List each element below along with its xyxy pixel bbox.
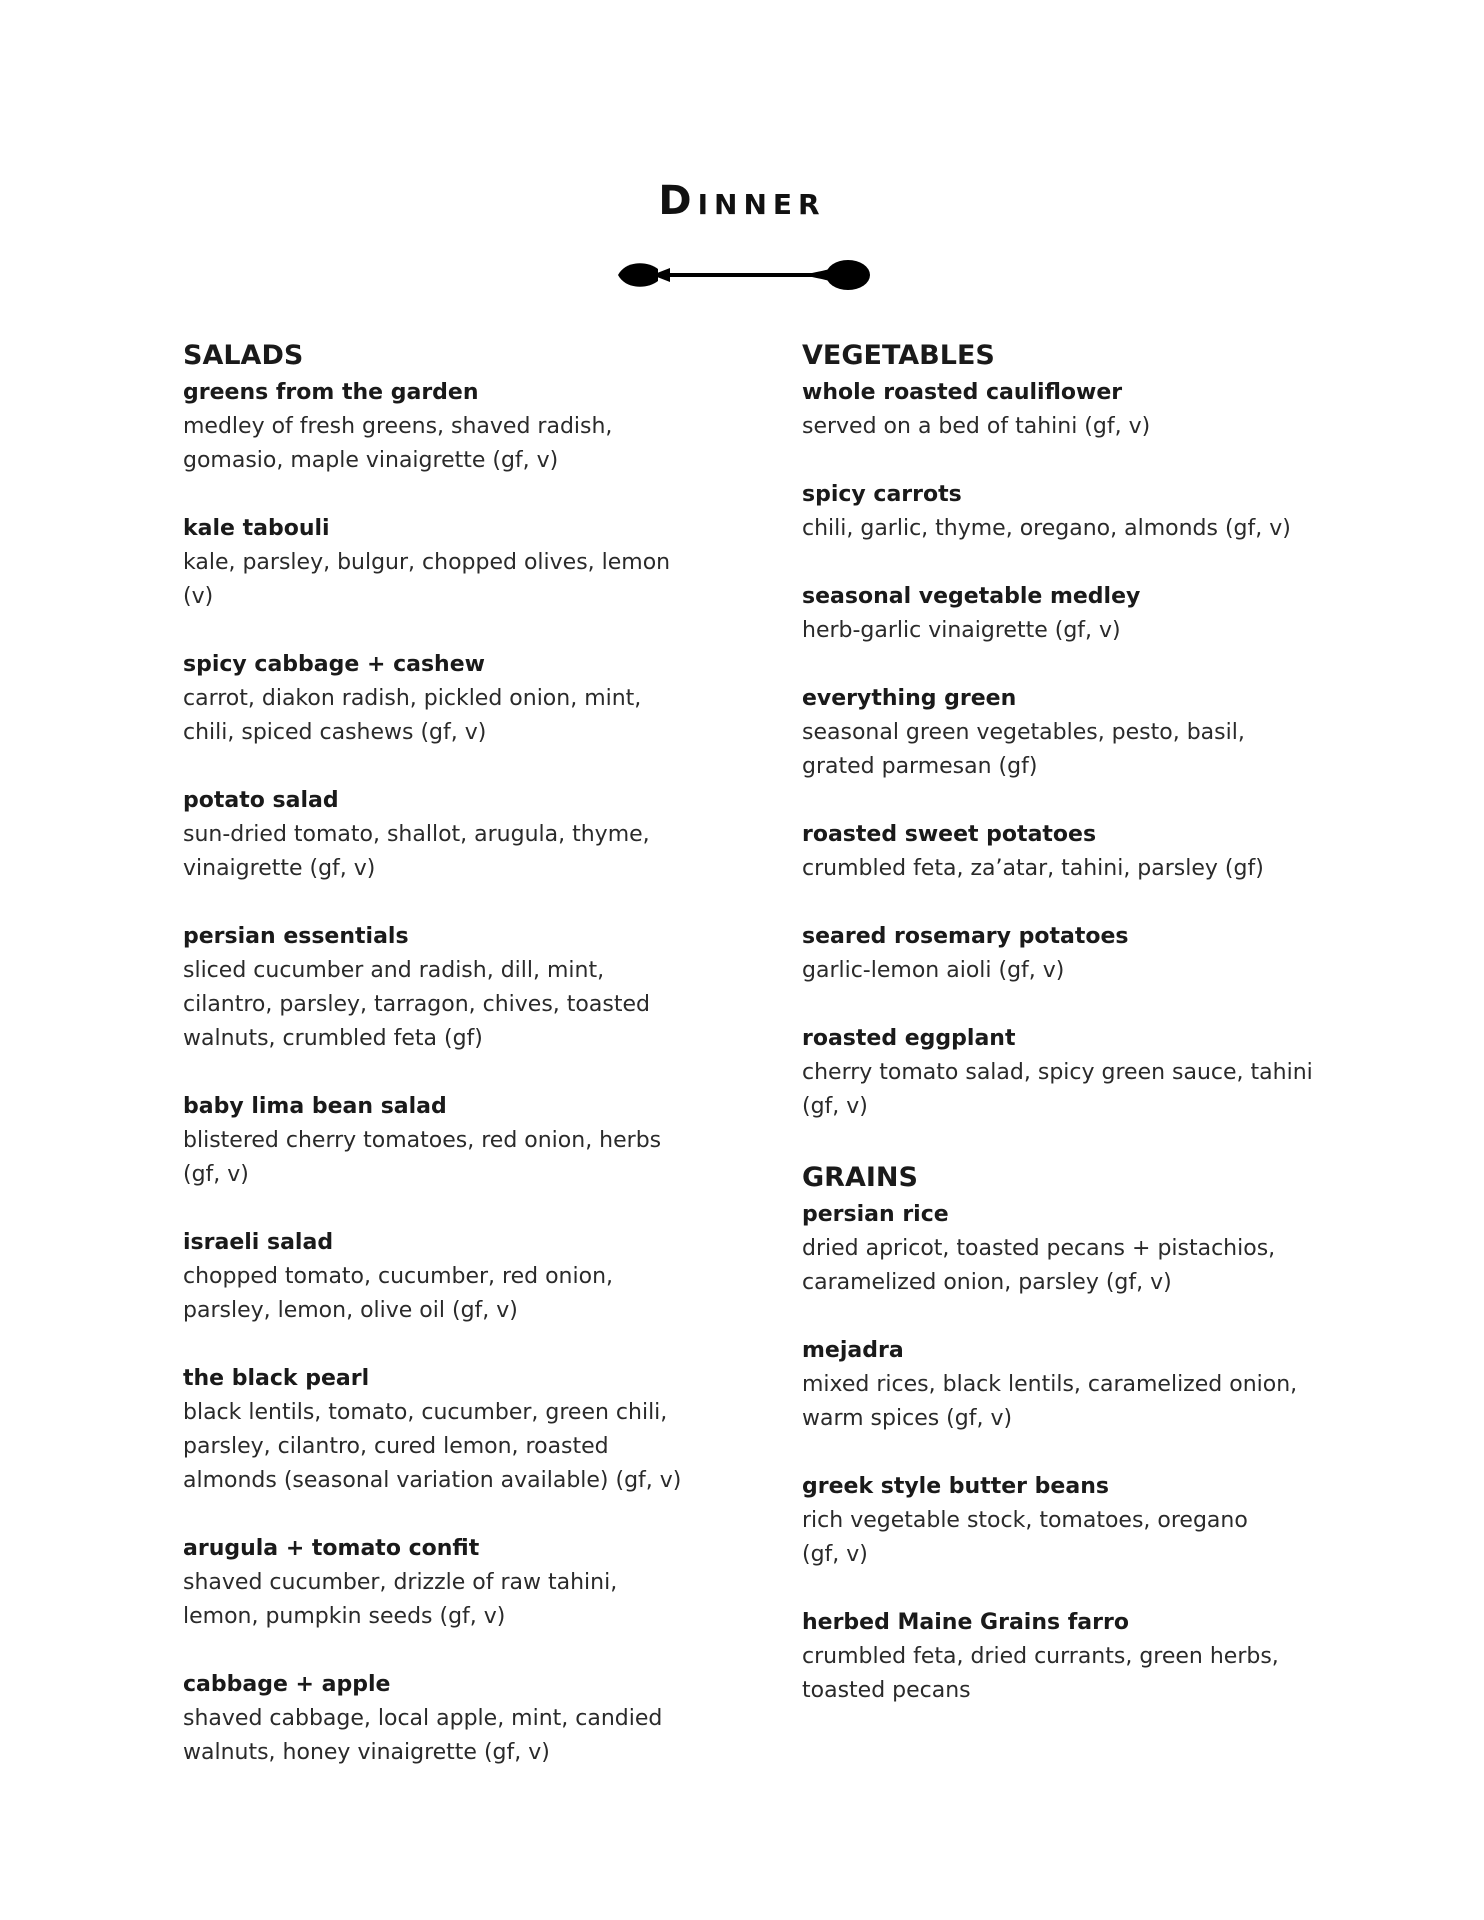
menu-item-name: roasted sweet potatoes: [802, 822, 1097, 847]
menu-item-description: sun-dried tomato, shallot, arugula, thyme, vinaigrette (gf, v): [183, 822, 650, 881]
spoon-icon: [612, 252, 880, 298]
menu-item-description: blistered cherry tomatoes, red onion, herbs (gf, v): [183, 1128, 662, 1187]
menu-item-name: potato salad: [183, 788, 339, 813]
menu-section-vegetables: [802, 336, 1322, 1124]
section-heading: VEGETABLES: [802, 340, 995, 371]
menu-item-description: sliced cucumber and radish, dill, mint, cilantro, parsley, tarragon, chives, toasted walnuts, crumbled feta (gf): [183, 958, 650, 1051]
menu-item: [802, 920, 1322, 988]
menu-item-name: everything green: [802, 686, 1017, 711]
menu-item: [802, 1022, 1322, 1124]
menu-item-description: dried apricot, toasted pecans + pistachios, caramelized onion, parsley (gf, v): [802, 1236, 1276, 1295]
menu-item: [802, 1470, 1322, 1572]
menu-item: [802, 1334, 1322, 1436]
menu-item: [802, 818, 1322, 886]
menu-item-name: seasonal vegetable medley: [802, 584, 1141, 609]
menu-item-description: shaved cabbage, local apple, mint, candied walnuts, honey vinaigrette (gf, v): [183, 1706, 663, 1765]
section-heading: GRAINS: [802, 1162, 918, 1193]
right-column: [802, 336, 1322, 1742]
menu-item: [183, 1226, 703, 1328]
menu-item: [802, 1198, 1322, 1300]
menu-item-description: mixed rices, black lentils, caramelized onion, warm spices (gf, v): [802, 1372, 1298, 1431]
menu-item: [183, 1090, 703, 1192]
menu-item: [183, 648, 703, 750]
menu-item-description: shaved cucumber, drizzle of raw tahini, lemon, pumpkin seeds (gf, v): [183, 1570, 618, 1629]
left-column: [183, 336, 703, 1804]
menu-item: [802, 580, 1322, 648]
menu-item-name: greens from the garden: [183, 380, 479, 405]
menu-item-description: cherry tomato salad, spicy green sauce, tahini (gf, v): [802, 1060, 1313, 1119]
menu-item: [183, 1362, 703, 1498]
menu-item-name: roasted eggplant: [802, 1026, 1016, 1051]
menu-item-description: kale, parsley, bulgur, chopped olives, lemon (v): [183, 550, 671, 609]
menu-item-name: persian rice: [802, 1202, 949, 1227]
menu-item-name: the black pearl: [183, 1366, 370, 1391]
menu-item: [802, 682, 1322, 784]
menu-item-name: arugula + tomato confit: [183, 1536, 480, 1561]
menu-item-description: crumbled feta, dried currants, green herbs, toasted pecans: [802, 1644, 1279, 1703]
menu-item-name: baby lima bean salad: [183, 1094, 447, 1119]
menu-item: [183, 1668, 703, 1770]
menu-item-name: cabbage + apple: [183, 1672, 391, 1697]
menu-item-name: spicy cabbage + cashew: [183, 652, 485, 677]
menu-item-description: chili, garlic, thyme, oregano, almonds (gf, v): [802, 516, 1291, 541]
menu-item-description: herb-garlic vinaigrette (gf, v): [802, 618, 1121, 643]
menu-item-description: rich vegetable stock, tomatoes, oregano (gf, v): [802, 1508, 1248, 1567]
menu-section-grains: [802, 1158, 1322, 1708]
menu-section-salads: [183, 336, 703, 1770]
menu-item: [802, 376, 1322, 444]
menu-item: [183, 1532, 703, 1634]
page-title: Dinner: [658, 178, 826, 224]
menu-item-description: medley of fresh greens, shaved radish, gomasio, maple vinaigrette (gf, v): [183, 414, 613, 473]
menu-item-name: herbed Maine Grains farro: [802, 1610, 1129, 1635]
menu-item-name: persian essentials: [183, 924, 409, 949]
section-heading: SALADS: [183, 340, 304, 371]
menu-item-name: spicy carrots: [802, 482, 962, 507]
menu-item: [802, 1606, 1322, 1708]
menu-item-name: whole roasted cauliflower: [802, 380, 1123, 405]
menu-item-name: seared rosemary potatoes: [802, 924, 1129, 949]
menu-item-name: greek style butter beans: [802, 1474, 1109, 1499]
menu-item-name: kale tabouli: [183, 516, 330, 541]
menu-item: [183, 376, 703, 478]
menu-item-description: carrot, diakon radish, pickled onion, mint, chili, spiced cashews (gf, v): [183, 686, 642, 745]
menu-item-name: mejadra: [802, 1338, 904, 1363]
menu-item-name: israeli salad: [183, 1230, 334, 1255]
menu-item-description: seasonal green vegetables, pesto, basil, grated parmesan (gf): [802, 720, 1245, 779]
menu-item: [183, 512, 703, 614]
menu-item: [183, 784, 703, 886]
menu-item: [802, 478, 1322, 546]
menu-item-description: served on a bed of tahini (gf, v): [802, 414, 1151, 439]
menu-item-description: crumbled feta, za’atar, tahini, parsley (gf): [802, 856, 1264, 881]
menu-item: [183, 920, 703, 1056]
menu-item-description: chopped tomato, cucumber, red onion, parsley, lemon, olive oil (gf, v): [183, 1264, 613, 1323]
menu-item-description: black lentils, tomato, cucumber, green chili, parsley, cilantro, cured lemon, roasted almonds (seasonal variation available) (gf, v): [183, 1400, 682, 1493]
menu-item-description: garlic-lemon aioli (gf, v): [802, 958, 1065, 983]
